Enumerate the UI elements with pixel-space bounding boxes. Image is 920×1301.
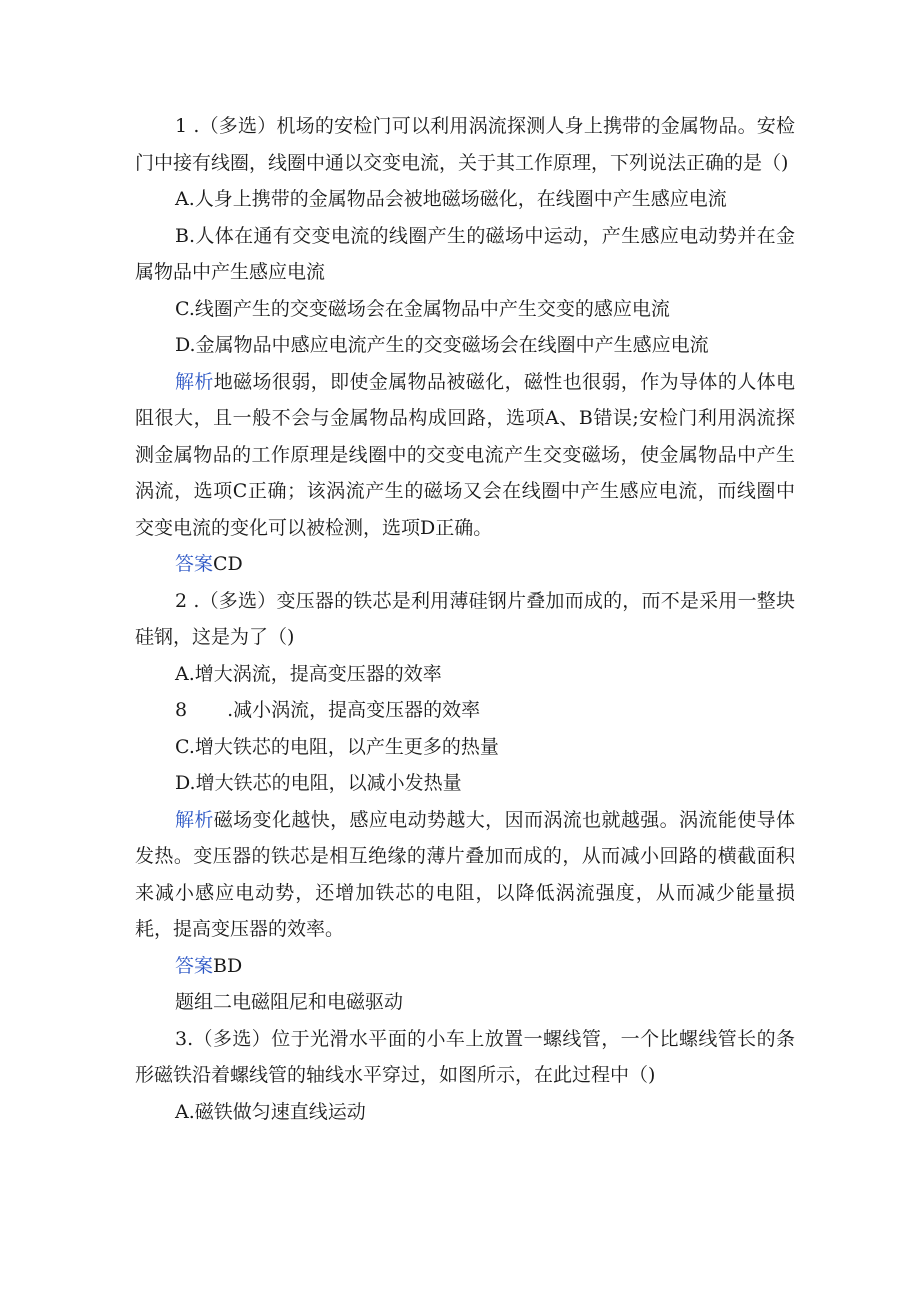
question-2-analysis-text: 磁场变化越快，感应电动势越大，因而涡流也就越强。涡流能使导体发热。变压器的铁芯是相互绝缘的薄片叠加而成的，从而减小回路的横截面积来减小感应电动势，还增加铁芯的电阻，以降低涡流强度，从而减少能量损耗，提高变压器的效率。 xyxy=(135,808,795,940)
answer-label: 答案 xyxy=(175,553,214,575)
question-1-analysis xyxy=(135,364,795,547)
question-2-option-d: D.增大铁芯的电阻，以减小发热量 xyxy=(175,772,462,794)
question-2-option-c: C.增大铁芯的电阻，以产生更多的热量 xyxy=(175,735,499,758)
analysis-label: 解析 xyxy=(175,808,214,831)
question-2-analysis xyxy=(135,802,795,948)
question-2-option-b-text: .减小涡流，提高变压器的效率 xyxy=(227,699,481,721)
question-2-answer xyxy=(135,948,795,985)
question-2-option-b xyxy=(135,692,795,729)
question-3-stem: 3.（多选）位于光滑水平面的小车上放置一螺线管，一个比螺线管长的条形磁铁沿着螺线管的轴线水平穿过，如图所示，在此过程中（) xyxy=(135,1027,795,1086)
question-1-option-c: C.线圈产生的交变磁场会在金属物品中产生交变的感应电流 xyxy=(175,297,670,320)
question-1-option-a: A.人身上携带的金属物品会被地磁场磁化，在线圈中产生感应电流 xyxy=(175,188,727,210)
question-1-option-b: B.人体在通有交变电流的线圈产生的磁场中运动，产生感应电动势并在金属物品中产生感应电流 xyxy=(135,224,795,283)
section-title: 题组二电磁阻尼和电磁驱动 xyxy=(175,991,404,1013)
document-content xyxy=(135,108,795,1130)
question-3-option-a: A.磁铁做匀速直线运动 xyxy=(175,1100,366,1123)
question-2-answer-value: BD xyxy=(213,954,243,977)
question-1-answer xyxy=(135,546,795,583)
question-2-option-b-prefix: 8 xyxy=(175,699,188,721)
question-1-answer-value: CD xyxy=(213,553,243,575)
question-1-analysis-text: 地磁场很弱，即使金属物品被磁化，磁性也很弱，作为导体的人体电阻很大，且一般不会与金属物品构成回路，选项A、B错误;安检门利用涡流探测金属物品的工作原理是线圈中的交变电流产生交变磁场，使金属物品中产生涡流，选项C正确；该涡流产生的磁场又会在线圈中产生感应电流，而线圈中交变电流的变化可以被检测，选项D正确。 xyxy=(135,370,795,539)
question-2-stem: 2 .（多选）变压器的铁芯是利用薄硅钢片叠加而成的，而不是采用一整块硅钢，这是为了（) xyxy=(135,589,795,648)
question-2-option-a: A.增大涡流，提高变压器的效率 xyxy=(175,662,442,685)
question-1-stem: 1 .（多选）机场的安检门可以利用涡流探测人身上携带的金属物品。安检门中接有线圈，线圈中通以交变电流，关于其工作原理，下列说法正确的是（) xyxy=(135,115,795,174)
question-1-option-d: D.金属物品中感应电流产生的交变磁场会在线圈中产生感应电流 xyxy=(175,334,709,356)
answer-label: 答案 xyxy=(175,954,214,977)
analysis-label: 解析 xyxy=(175,370,214,393)
